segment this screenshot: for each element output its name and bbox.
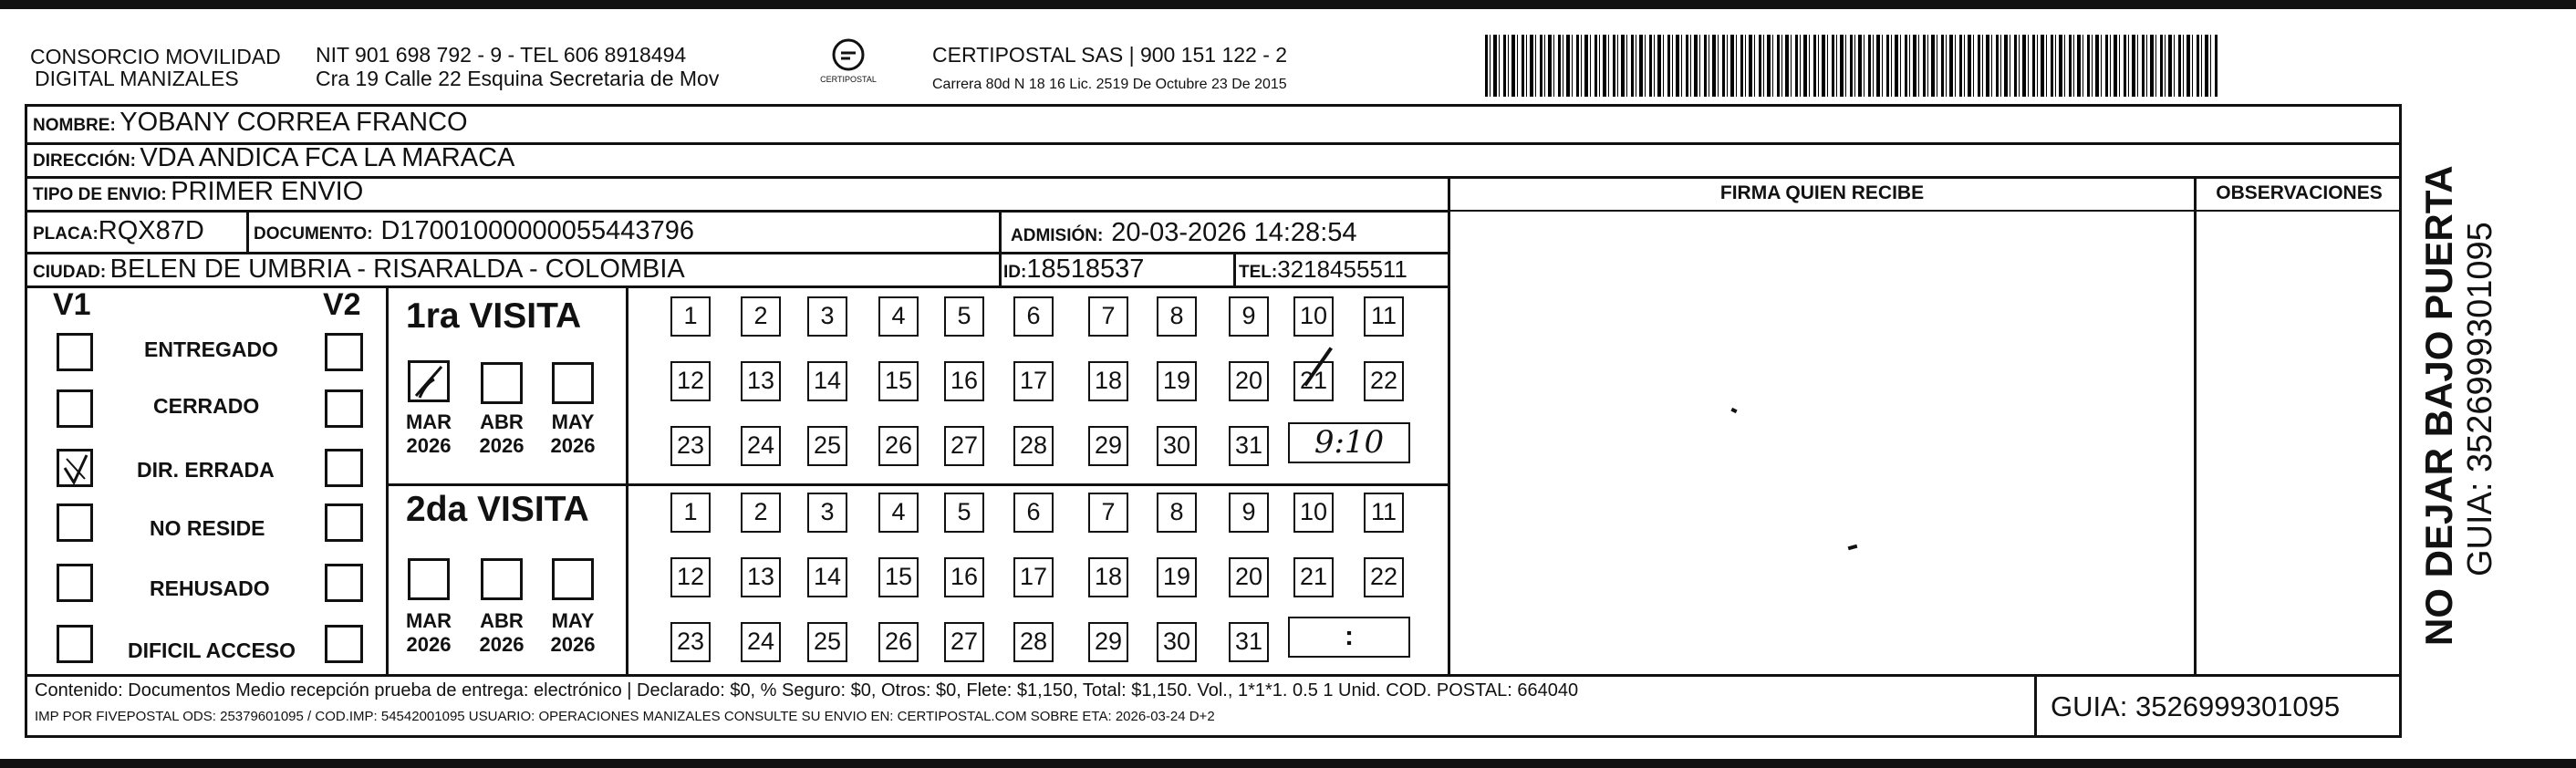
tipo-row: TIPO DE ENVIO: PRIMER ENVIO: [33, 177, 364, 206]
second-visit-month-abr[interactable]: [481, 558, 523, 600]
month-label: ABR 2026: [479, 410, 525, 457]
second-visit-day-box[interactable]: 2: [741, 493, 781, 533]
ciudad-value: BELEN DE UMBRIA - RISARALDA - COLOMBIA: [109, 254, 685, 284]
first-visit-month-may[interactable]: [552, 362, 594, 404]
first-visit-day-box[interactable]: 17: [1013, 361, 1054, 401]
second-visit-day-box[interactable]: 17: [1013, 557, 1054, 597]
admision-row: ADMISIÓN: 20-03-2026 14:28:54: [1011, 218, 1357, 247]
month-label: MAY 2026: [550, 410, 596, 457]
nombre-row: NOMBRE: YOBANY CORREA FRANCO: [33, 108, 468, 137]
first-visit-day-box[interactable]: 22: [1364, 361, 1404, 401]
first-visit-day-box[interactable]: 1: [670, 296, 711, 337]
first-visit-day-box[interactable]: 7: [1088, 296, 1128, 337]
v1-checkbox-rehusado[interactable]: [57, 564, 93, 602]
second-visit-day-box[interactable]: 8: [1157, 493, 1197, 533]
observaciones-header: OBSERVACIONES: [2216, 182, 2383, 203]
scan-edge-top: [0, 0, 2576, 9]
second-visit-day-box[interactable]: 6: [1013, 493, 1054, 533]
first-visit-day-box[interactable]: 18: [1088, 361, 1128, 401]
first-visit-day-box[interactable]: 21: [1293, 361, 1334, 401]
first-visit-time-box[interactable]: 9:10: [1288, 422, 1410, 463]
v1-checkbox-cerrado[interactable]: [57, 389, 93, 428]
first-visit-day-box[interactable]: 9: [1229, 296, 1269, 337]
first-visit-day-box[interactable]: 8: [1157, 296, 1197, 337]
carrier-logo: [816, 36, 880, 91]
first-visit-day-box[interactable]: 4: [878, 296, 919, 337]
v2-checkbox-entregado[interactable]: [325, 333, 363, 371]
direccion-row: DIRECCIÓN: VDA ANDICA FCA LA MARACA: [33, 143, 515, 172]
status-no-reside: NO RESIDE: [150, 516, 265, 540]
side-guia: GUIA: 3526999301095: [2461, 222, 2499, 576]
nombre-value: YOBANY CORREA FRANCO: [119, 108, 468, 137]
second-visit-day-box[interactable]: 4: [878, 493, 919, 533]
ciudad-row: CIUDAD: BELEN DE UMBRIA - RISARALDA - COLOMBIA: [33, 254, 685, 284]
first-visit-day-box[interactable]: 3: [807, 296, 847, 337]
second-visit-month-may[interactable]: [552, 558, 594, 600]
second-visit-day-box[interactable]: 12: [670, 557, 711, 597]
first-visit-label: 1ra VISITA: [406, 296, 582, 336]
first-visit-day-box[interactable]: 23: [670, 426, 711, 466]
month-label: ABR 2026: [479, 609, 525, 656]
second-visit-day-box[interactable]: 15: [878, 557, 919, 597]
admision-value: 20-03-2026 14:28:54: [1111, 218, 1357, 247]
second-visit-day-box[interactable]: 29: [1088, 622, 1128, 662]
first-visit-day-box[interactable]: 12: [670, 361, 711, 401]
second-visit-day-box[interactable]: 31: [1229, 622, 1269, 662]
v1-checkbox-dir-errada[interactable]: [57, 449, 93, 487]
first-visit-day-box[interactable]: 14: [807, 361, 847, 401]
v1-checkbox-entregado[interactable]: [57, 333, 93, 371]
second-visit-day-box[interactable]: 7: [1088, 493, 1128, 533]
tel-value: 3218455511: [1277, 255, 1407, 283]
footer-imp: IMP POR FIVEPOSTAL ODS: 25379601095 / COD.IMP: 54542001095 USUARIO: OPERACIONES MANIZALES CONSULTE SU ENVIO EN: CERTIPOSTAL.COM SOBRE ETA: 2026-03-24 D+2: [35, 709, 1215, 724]
documento-row: DOCUMENTO: D17001000000055443796: [254, 216, 694, 245]
second-visit-day-box[interactable]: 14: [807, 557, 847, 597]
v2-checkbox-dir-errada[interactable]: [325, 449, 363, 487]
v1-checkbox-dificil-acceso[interactable]: [57, 625, 93, 663]
warning-no-dejar: NO DEJAR BAJO PUERTA: [2417, 165, 2460, 646]
second-visit-day-box[interactable]: 26: [878, 622, 919, 662]
company-name-2: DIGITAL MANIZALES: [35, 67, 239, 90]
direccion-value: VDA ANDICA FCA LA MARACA: [140, 143, 515, 172]
second-visit-day-box[interactable]: 9: [1229, 493, 1269, 533]
second-visit-label: 2da VISITA: [406, 490, 589, 529]
second-visit-day-box[interactable]: 19: [1157, 557, 1197, 597]
firma-header: FIRMA QUIEN RECIBE: [1719, 182, 1925, 203]
second-visit-day-box[interactable]: 30: [1157, 622, 1197, 662]
second-visit-time-box[interactable]: :: [1288, 617, 1410, 658]
carrier-address: Carrera 80d N 18 16 Lic. 2519 De Octubre 23 De 2015: [932, 77, 1287, 92]
first-visit-day-box[interactable]: 24: [741, 426, 781, 466]
second-visit-day-box[interactable]: 10: [1293, 493, 1334, 533]
placa-value: RQX87D: [98, 216, 204, 245]
second-visit-day-box[interactable]: 3: [807, 493, 847, 533]
first-visit-day-box[interactable]: 31: [1229, 426, 1269, 466]
month-label: MAR 2026: [405, 410, 452, 457]
v2-checkbox-rehusado[interactable]: [325, 564, 363, 602]
first-visit-day-box[interactable]: 25: [807, 426, 847, 466]
second-visit-day-box[interactable]: 25: [807, 622, 847, 662]
v2-checkbox-dificil-acceso[interactable]: [325, 625, 363, 663]
first-visit-day-box[interactable]: 30: [1157, 426, 1197, 466]
first-visit-day-box[interactable]: 16: [944, 361, 984, 401]
v2-checkbox-no-reside[interactable]: [325, 503, 363, 542]
second-visit-day-box[interactable]: 5: [944, 493, 984, 533]
first-visit-day-box[interactable]: 2: [741, 296, 781, 337]
second-visit-day-box[interactable]: 21: [1293, 557, 1334, 597]
first-visit-day-box[interactable]: 29: [1088, 426, 1128, 466]
v1-label: V1: [53, 287, 91, 322]
month-label: MAY 2026: [550, 609, 596, 656]
status-dificil-acceso: DIFICIL ACCESO: [128, 638, 296, 662]
v2-label: V2: [323, 287, 361, 322]
first-visit-day-box[interactable]: 13: [741, 361, 781, 401]
second-visit-day-box[interactable]: 24: [741, 622, 781, 662]
status-dir-errada: DIR. ERRADA: [137, 458, 275, 482]
check-mark-icon: [410, 363, 449, 401]
documento-value: D17001000000055443796: [380, 216, 694, 245]
second-visit-month-mar[interactable]: [408, 558, 450, 600]
id-row: ID:18518537: [1003, 254, 1145, 284]
second-visit-day-box[interactable]: 11: [1364, 493, 1404, 533]
status-entregado: ENTREGADO: [144, 337, 278, 361]
second-visit-day-box[interactable]: 27: [944, 622, 984, 662]
second-visit-day-box[interactable]: 28: [1013, 622, 1054, 662]
footer-content: Contenido: Documentos Medio recepción prueba de entrega: electrónico | Declarado: $0, % Seguro: $0, Otros: $0, Flete: $1,150, Total: $1,150. Vol., 1*1*1. 0.5 1 Unid. COD. POSTAL: 664040: [35, 680, 1579, 701]
logo-text: CERTIPOSTAL: [820, 75, 877, 84]
v1-checkbox-no-reside[interactable]: [57, 503, 93, 542]
scan-edge-bottom: [0, 759, 2576, 768]
first-visit-day-box[interactable]: 26: [878, 426, 919, 466]
first-visit-month-mar[interactable]: [408, 360, 450, 402]
company-address: Cra 19 Calle 22 Esquina Secretaria de Mov: [316, 67, 720, 90]
status-rehusado: REHUSADO: [150, 576, 270, 600]
first-visit-day-box[interactable]: 15: [878, 361, 919, 401]
first-visit-day-box[interactable]: 20: [1229, 361, 1269, 401]
second-visit-day-box[interactable]: 1: [670, 493, 711, 533]
first-visit-day-box[interactable]: 11: [1364, 296, 1404, 337]
id-value: 18518537: [1026, 254, 1145, 284]
first-visit-day-box[interactable]: 19: [1157, 361, 1197, 401]
footer-guia: GUIA: 3526999301095: [2051, 690, 2341, 722]
first-visit-day-box[interactable]: 10: [1293, 296, 1334, 337]
second-visit-day-box[interactable]: 13: [741, 557, 781, 597]
second-visit-day-box[interactable]: 22: [1364, 557, 1404, 597]
placa-row: PLACA:RQX87D: [33, 216, 204, 245]
first-visit-day-box[interactable]: 27: [944, 426, 984, 466]
tel-row: TEL:3218455511: [1239, 255, 1407, 283]
company-nit: NIT 901 698 792 - 9 - TEL 606 8918494: [316, 43, 687, 67]
company-name: CONSORCIO MOVILIDAD: [30, 45, 281, 68]
second-visit-day-box[interactable]: 16: [944, 557, 984, 597]
second-visit-day-box[interactable]: 18: [1088, 557, 1128, 597]
month-label: MAR 2026: [405, 609, 452, 656]
first-visit-day-box[interactable]: 5: [944, 296, 984, 337]
v2-checkbox-cerrado[interactable]: [325, 389, 363, 428]
barcode: [1485, 35, 2218, 97]
first-visit-day-box[interactable]: 28: [1013, 426, 1054, 466]
carrier-name: CERTIPOSTAL SAS | 900 151 122 - 2: [932, 43, 1288, 67]
check-mark-icon: [59, 451, 92, 486]
first-visit-day-box[interactable]: 6: [1013, 296, 1054, 337]
first-visit-month-abr[interactable]: [481, 362, 523, 404]
second-visit-day-box[interactable]: 23: [670, 622, 711, 662]
tipo-value: PRIMER ENVIO: [171, 177, 364, 206]
status-cerrado: CERRADO: [153, 394, 260, 418]
second-visit-day-box[interactable]: 20: [1229, 557, 1269, 597]
